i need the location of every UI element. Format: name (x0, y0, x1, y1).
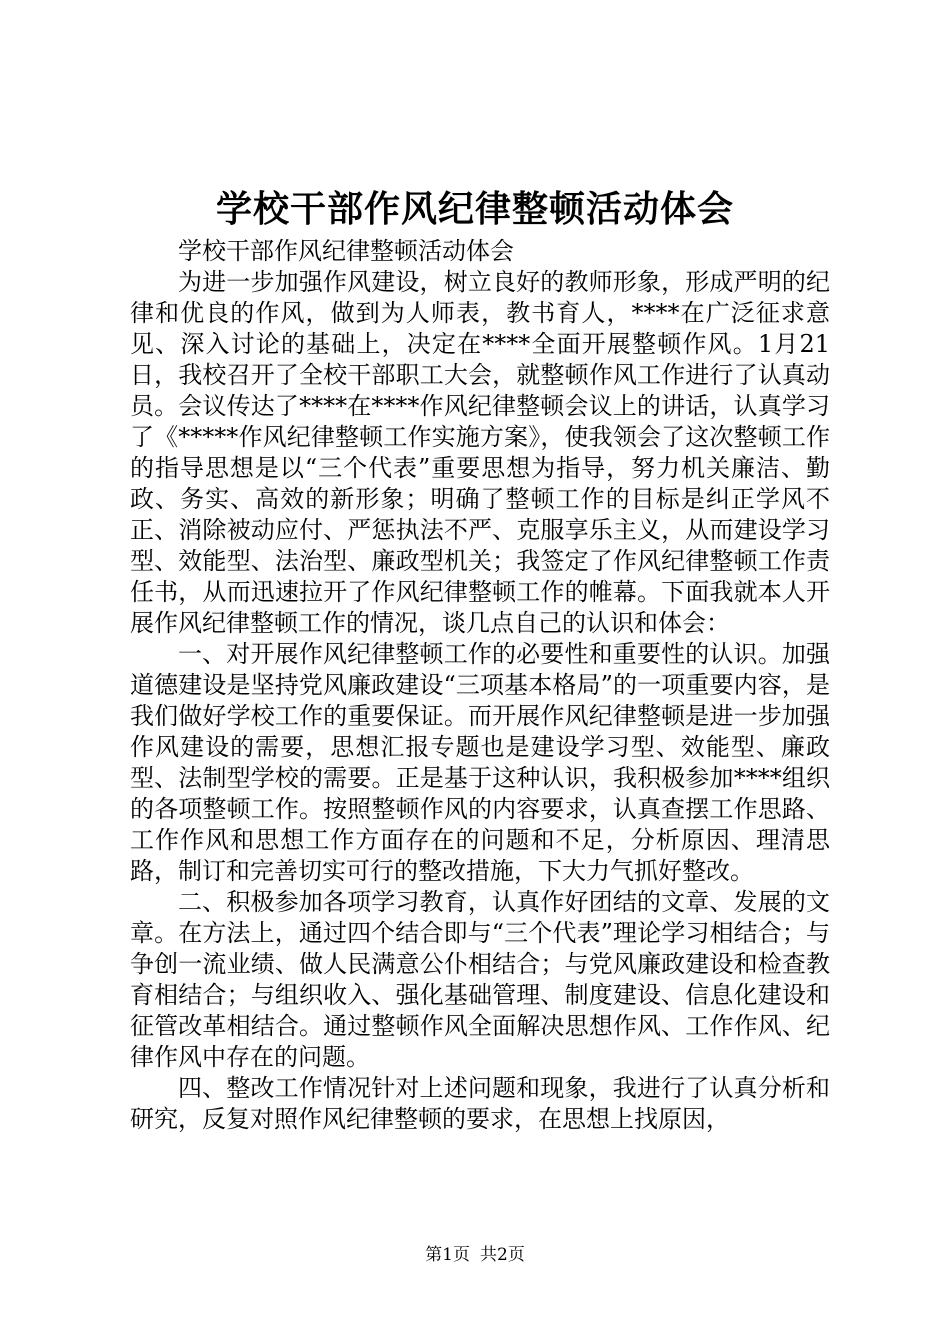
page-footer (0, 1244, 950, 1266)
paragraph-introduction: 为进一步加强作风建设，树立良好的教师形象，形成严明的纪律和优良的作风，做到为人师表，教书育人，****在广泛征求意见、深入讨论的基础上，决定在****全面开展整顿作风。1月21日，我校召开了全校干部职工大会，就整顿作风工作进行了认真动员。会议传达了****在****作风纪律整顿会议上的讲话，认真学习了《*****作风纪律整顿工作实施方案》，使我领会了这次整顿工作的指导思想是以“三个代表”重要思想为指导，努力机关廉洁、勤政、务实、高效的新形象；明确了整顿工作的目标是纠正学风不正、消除被动应付、严惩执法不严、克服享乐主义，从而建设学习型、效能型、法治型、廉政型机关；我签定了作风纪律整顿工作责任书，从而迅速拉开了作风纪律整顿工作的帷幕。下面我就本人开展作风纪律整顿工作的情况，谈几点自己的认识和体会： (130, 268, 830, 637)
page-count: 共2页 (480, 1245, 525, 1265)
document-title: 学校干部作风纪律整顿活动体会 (215, 188, 734, 230)
paragraph-section-four: 四、整改工作情况针对上述问题和现象，我进行了认真分析和研究，反复对照作风纪律整顿的要求，在思想上找原因， (130, 1074, 830, 1133)
paragraph-subtitle: 学校干部作风纪律整顿活动体会 (178, 237, 514, 265)
paragraph-section-one: 一、对开展作风纪律整顿工作的必要性和重要性的认识。加强道德建设是坚持党风廉政建设“三项基本格局”的一项重要内容，是我们做好学校工作的重要保证。而开展作风纪律整顿是进一步加强作风建设的需要，思想汇报专题也是建设学习型、效能型、廉政型、法制型学校的需要。正是基于这种认识，我积极参加****组织的各项整顿工作。按照整顿作风的内容要求，认真查摆工作思路、工作作风和思想工作方面存在的问题和不足，分析原因、理清思路，制订和完善切实可行的整改措施，下大力气抓好整改。 (130, 640, 830, 885)
page-number: 第1页 (425, 1245, 470, 1265)
paragraph-section-two: 二、积极参加各项学习教育，认真作好团结的文章、发展的文章。在方法上，通过四个结合即与“三个代表”理论学习相结合；与争创一流业绩、做人民满意公仆相结合；与党风廉政建设和检查教育相结合；与组织收入、强化基础管理、制度建设、信息化建设和征管改革相结合。通过整顿作风全面解决思想作风、工作作风、纪律作风中存在的问题。 (130, 888, 830, 1071)
document-body (130, 236, 830, 1135)
